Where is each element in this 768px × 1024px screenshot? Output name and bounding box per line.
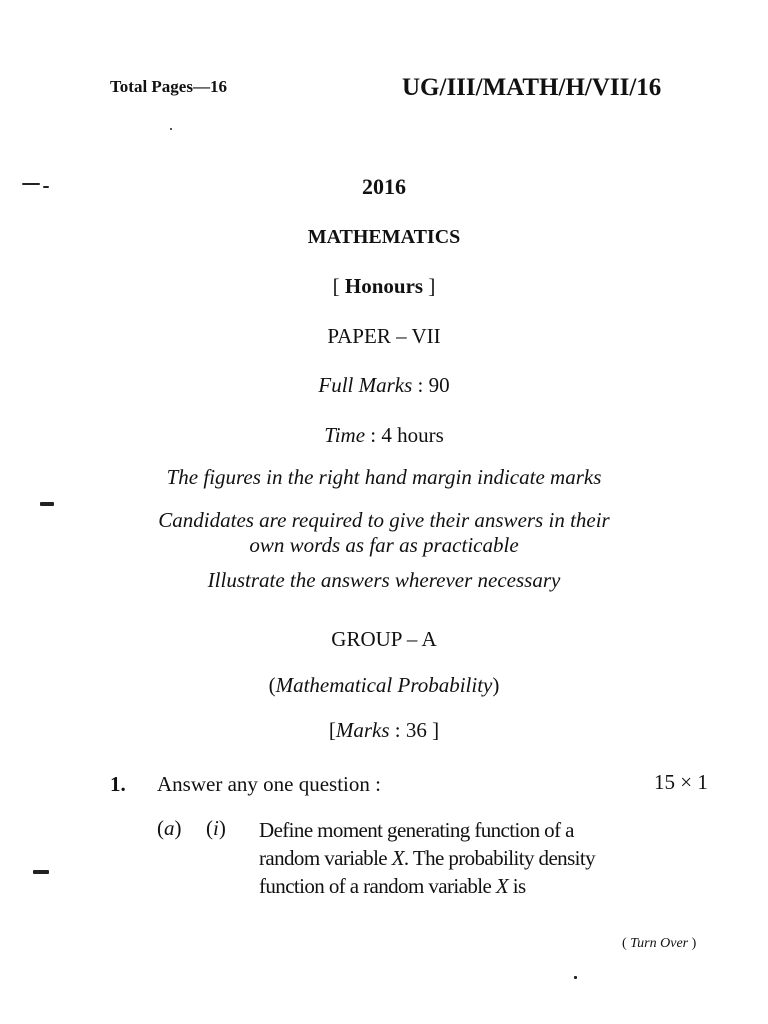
group-subject-paren-open: ( [268, 673, 276, 697]
time-value: : 4 hours [365, 423, 444, 447]
paper-code: UG/III/MATH/H/VII/16 [402, 74, 662, 101]
instruction-2: Candidates are required to give their answers in their [158, 508, 610, 532]
instruction-3: Illustrate the answers wherever necessary [207, 568, 561, 592]
group-marks [0, 718, 768, 743]
full-marks [0, 373, 768, 398]
full-marks-value: : 90 [412, 373, 450, 397]
scan-speck [574, 976, 577, 979]
full-marks-label: Full Marks [318, 373, 413, 397]
group-marks-label: Marks [335, 718, 390, 742]
instruction-2-cont: own words as far as practicable [249, 533, 519, 557]
group-subject-paren-close: ) [492, 673, 500, 697]
subject-title: MATHEMATICS [307, 226, 461, 248]
scan-speck [40, 502, 54, 506]
group-marks-open: [ [328, 718, 336, 742]
honours-label [0, 274, 768, 299]
scan-speck [22, 183, 40, 185]
question-instruction: Answer any one question : [157, 772, 381, 796]
scan-speck [43, 186, 49, 188]
question-line-2: random variable X. The probability density [259, 846, 596, 870]
part-i-label: (i) [206, 816, 226, 840]
exam-time [0, 423, 768, 448]
group-subject-text: Mathematical Probability [275, 673, 493, 697]
instruction-1: The figures in the right hand margin indicate marks [166, 465, 602, 489]
honours-bracket-open: [ [332, 274, 345, 298]
group-marks-value: : 36 ] [389, 718, 440, 742]
paper-number: PAPER – VII [327, 324, 441, 348]
question-1a-text [259, 816, 719, 900]
part-a-label: (a) [157, 816, 182, 840]
scan-speck [170, 128, 172, 130]
group-subject [0, 673, 768, 698]
question-number: 1. [110, 772, 126, 796]
question-marks: 15 × 1 [654, 770, 708, 794]
honours-bracket-close: ] [423, 274, 436, 298]
group-heading: GROUP – A [331, 627, 437, 651]
question-line-3: function of a random variable X is [259, 874, 526, 898]
exam-year: 2016 [362, 174, 406, 199]
total-pages: Total Pages—16 [110, 77, 227, 96]
question-line-1: Define moment generating function of a [259, 818, 574, 842]
turn-over-note: ( Turn Over ) [622, 936, 697, 951]
honours-text: Honours [344, 274, 424, 298]
time-label: Time [324, 423, 366, 447]
scan-speck [33, 870, 49, 874]
